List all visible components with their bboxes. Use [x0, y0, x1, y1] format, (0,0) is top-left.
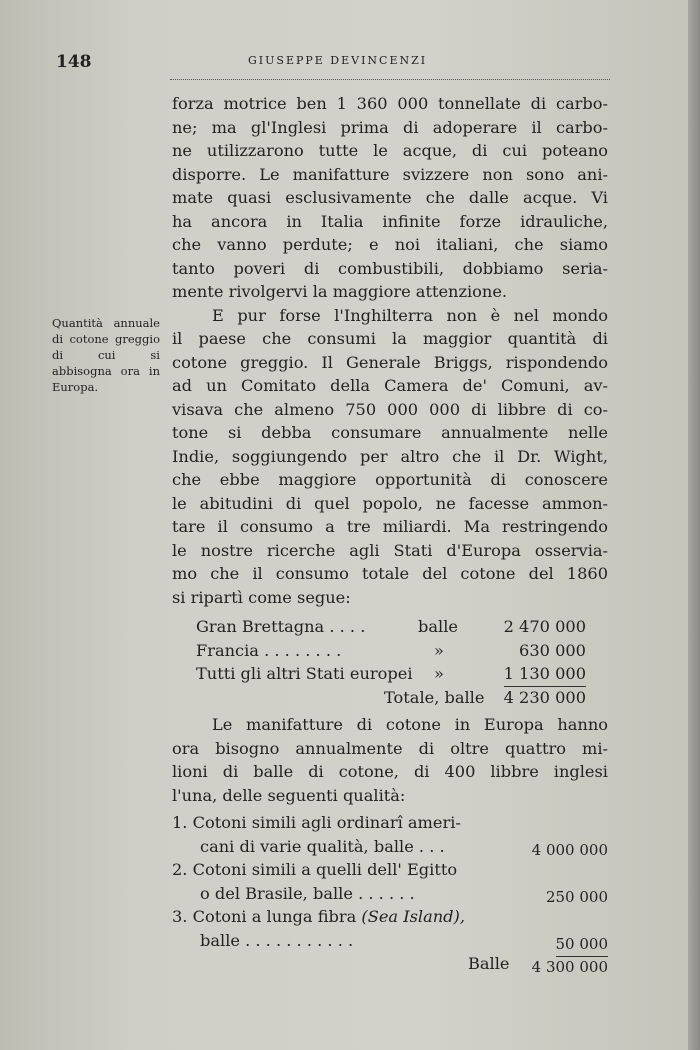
list-item-text: cani di varie qualità, balle . . . [200, 836, 445, 856]
consumption-table [172, 615, 608, 709]
text-line: tare il consumo a tre miliardi. Ma restringendo [172, 517, 608, 536]
text-line: E pur forse l'Inghilterra non è nel mondo [212, 305, 608, 325]
text-line: ne utilizzarono tutte le acque, di cui poteano [172, 141, 608, 160]
total-label: Balle [468, 954, 510, 973]
text-line: si ripartì come segue: [172, 587, 351, 607]
list-item [172, 929, 608, 953]
unit-label: » [434, 664, 444, 683]
margin-note: Quantità annuale di cotone greggio di cui si abbisogna ora in Europa. [52, 316, 160, 394]
list-total-row [172, 952, 608, 976]
text-line: mente rivolgervi la maggiore attenzione. [172, 282, 508, 301]
total-value: 4 230 000 [503, 687, 586, 707]
text-line: ne; ma gl'Inglesi prima di adoperare il carbo- [172, 117, 608, 137]
unit-label: balle [418, 617, 458, 636]
text-line: Indie, soggiungendo per altro che il Dr. Wight, [172, 446, 608, 466]
bale-count: 250 000 [545, 887, 608, 906]
page-edge [688, 0, 700, 1050]
text-line: l'una, delle seguenti qualità: [172, 785, 406, 805]
unit-label: » [434, 640, 444, 660]
list-item-text-italic: (Sea Island), [361, 907, 465, 926]
text-line: ha ancora in Italia infinite forze idrauliche, [172, 211, 608, 231]
bale-count: 4 000 000 [531, 840, 608, 859]
bale-count: 2 470 000 [503, 617, 586, 636]
total-label: Totale, balle [384, 687, 485, 707]
country-label: Francia . . . . . . . . [196, 640, 342, 660]
page-number: 148 [56, 52, 92, 72]
list-item-text: 2. Cotoni simili a quelli dell' Egitto [172, 860, 458, 879]
list-item-text: o del Brasile, balle . . . . . . [200, 883, 415, 903]
bale-count: 630 000 [519, 640, 586, 660]
list-item [172, 858, 608, 882]
header-rule [170, 79, 610, 80]
text-line: che vanno perdute; e noi italiani, che siamo [172, 235, 608, 254]
text-line: ora bisogno annualmente di oltre quattro mi- [172, 738, 608, 758]
text-line: disporre. Le manifatture svizzere non sono ani- [172, 164, 608, 184]
text-line: forza motrice ben 1 360 000 tonnellate di carbo- [172, 94, 608, 113]
text-line: le nostre ricerche agli Stati d'Europa osservia- [172, 540, 608, 560]
table-row [172, 615, 608, 639]
text-line: visava che almeno 750 000 000 di libbre di co- [172, 399, 608, 419]
list-item [172, 882, 608, 906]
text-line: tone si debba consumare annualmente nelle [172, 423, 608, 442]
text-line: cotone greggio. Il Generale Briggs, rispondendo [172, 352, 608, 372]
country-label: Gran Brettagna . . . . [196, 617, 366, 636]
country-label: Tutti gli altri Stati europei [196, 664, 413, 683]
list-item-text [172, 905, 465, 929]
table-row [172, 662, 608, 686]
list-item [172, 811, 608, 835]
table-row [172, 639, 608, 663]
running-head: GIUSEPPE DEVINCENZI [248, 54, 428, 67]
main-text [172, 92, 608, 976]
quality-list [172, 811, 608, 976]
list-item-text: 1. Cotoni simili agli ordinarî ameri- [172, 813, 461, 832]
page-header [56, 52, 616, 76]
text-line: Le manifatture di cotone in Europa hanno [212, 715, 608, 734]
paragraph-2 [172, 304, 608, 610]
text-line: tanto poveri di combustibili, dobbiamo seria- [172, 258, 608, 278]
list-item-text-main: 3. Cotoni a lunga fibra [172, 907, 357, 926]
paragraph-1 [172, 92, 608, 304]
text-line: lioni di balle di cotone, di 400 libbre inglesi [172, 762, 608, 781]
list-item [172, 835, 608, 859]
text-line: le abitudini di quel popolo, ne facesse ammon- [172, 493, 608, 513]
total-value: 4 300 000 [531, 958, 608, 976]
table-total-row [172, 686, 608, 710]
paragraph-3 [172, 713, 608, 807]
text-line: ad un Comitato della Camera de' Comuni, av- [172, 376, 608, 395]
text-line: mate quasi esclusivamente che dalle acque. Vi [172, 188, 608, 207]
bale-count: 1 130 000 [504, 662, 586, 687]
text-line: mo che il consumo totale del cotone del 1860 [172, 564, 608, 583]
list-item [172, 905, 608, 929]
text-line: che ebbe maggiore opportunità di conoscere [172, 470, 608, 489]
list-item-text: balle . . . . . . . . . . . [200, 930, 354, 950]
text-line: il paese che consumi la maggior quantità di [172, 329, 608, 348]
bale-count: 50 000 [556, 933, 609, 958]
